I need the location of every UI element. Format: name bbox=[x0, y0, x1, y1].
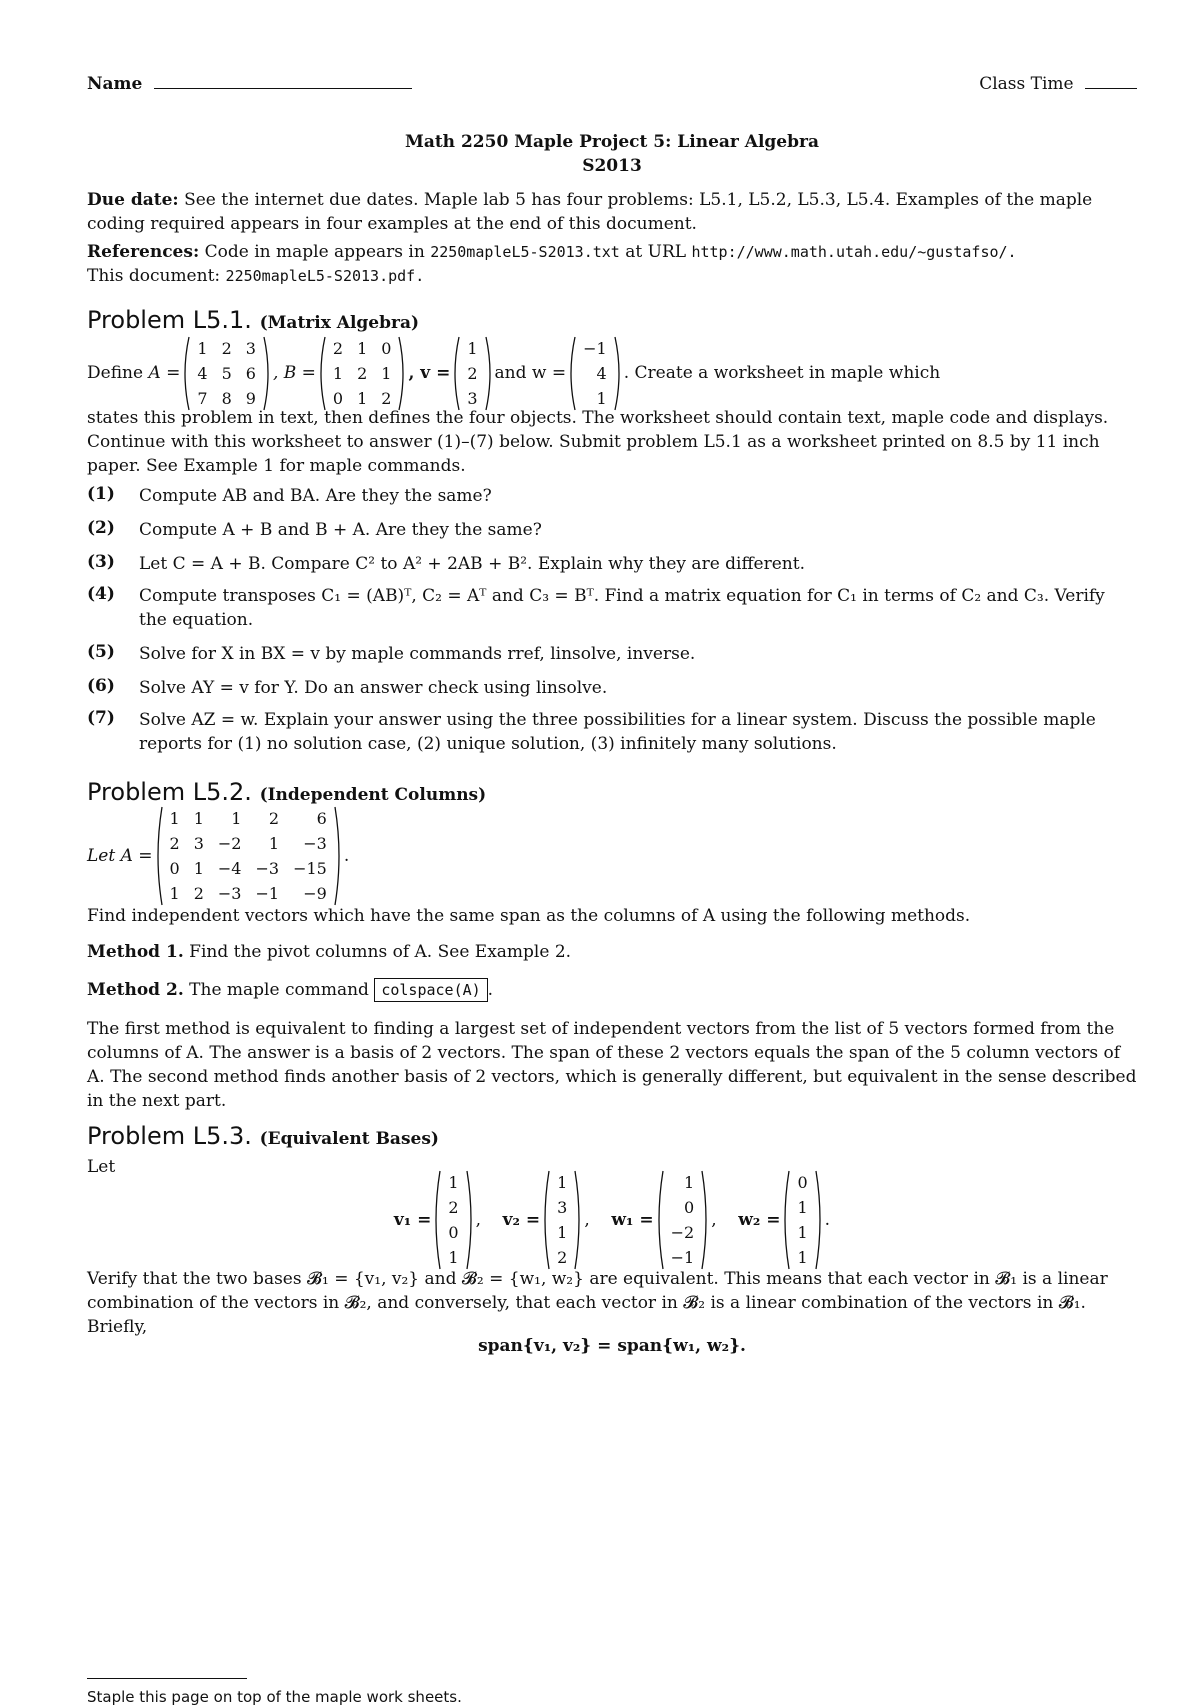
matrix-entry: 2 bbox=[193, 884, 204, 903]
name-field[interactable] bbox=[154, 72, 412, 89]
matrix-B bbox=[316, 336, 409, 411]
matrix-entry: −3 bbox=[255, 859, 280, 878]
footnote-rule bbox=[87, 1678, 247, 1679]
problem-l5-3-heading: Problem L5.3. (Equivalent Bases) bbox=[87, 1122, 439, 1150]
matrix-entry: −4 bbox=[217, 859, 242, 878]
problem-l5-2-heading: Problem L5.2. (Independent Columns) bbox=[87, 778, 487, 806]
header-line bbox=[87, 72, 1137, 96]
matrix-entry: 0 bbox=[381, 338, 392, 358]
problem-l5-1-definitions: Define A = 1 2 3 4 5 6 7 8 9 , B = 2 1 0 1 2 1 0 1 2 , v = 1 2 3 and w = −1 4 1 . Create a worksheet in maple which bbox=[87, 336, 1137, 410]
matrix-entry: −3 bbox=[217, 884, 242, 903]
method-1: Method 1. Find the pivot columns of A. See Example 2. bbox=[87, 942, 572, 962]
vector-entry: 2 bbox=[448, 1198, 459, 1217]
vector-entry: 1 bbox=[448, 1173, 459, 1192]
matrix-entry: −15 bbox=[293, 859, 327, 878]
problem-l5-3-vectors: v₁ = 1 2 0 1 , v₂ = 1 3 1 2 , w₁ = 1 0 −2 −1 , w₂ = 0 1 1 1 . bbox=[87, 1170, 1137, 1270]
matrix-entry: −2 bbox=[217, 834, 242, 853]
matrix-entry: 2 bbox=[332, 338, 344, 358]
matrix-entry: 3 bbox=[245, 338, 256, 358]
vector-entry: 0 bbox=[448, 1223, 459, 1242]
problem-l5-3-verify: Verify that the two bases 𝓑₁ = {v₁, v₂} and 𝓑₂ = {w₁, w₂} are equivalent. This means that each vector in 𝓑₁ is a linear combination of the vectors in 𝓑₂, and conversely, that each vector in 𝓑₂ is a linear combination of the vectors in 𝓑₁. Briefly, bbox=[87, 1269, 1108, 1337]
vector-entry: 1 bbox=[797, 1198, 808, 1217]
problem-l5-2-find: Find independent vectors which have the same span as the columns of A using the following methods. bbox=[87, 906, 971, 926]
matrix-entry: 8 bbox=[221, 388, 232, 408]
due-text: See the internet due dates. Maple lab 5 has four problems: L5.1, L5.2, L5.3, L5.4. Examples of the maple coding required appears in four examples at the end of this document. bbox=[87, 190, 1093, 234]
due-label: Due date: bbox=[87, 190, 179, 210]
vector-entry: 1 bbox=[448, 1248, 459, 1267]
class-time-label: Class Time bbox=[979, 74, 1074, 94]
matrix-entry: 2 bbox=[381, 388, 392, 408]
matrix-entry: 4 bbox=[197, 363, 208, 383]
vector-v2 bbox=[540, 1170, 584, 1270]
matrix-entry: −3 bbox=[303, 834, 327, 853]
class-time-field[interactable] bbox=[1085, 72, 1137, 89]
vector-entry: 1 bbox=[557, 1173, 568, 1192]
matrix-entry: 1 bbox=[169, 884, 180, 903]
problem-l5-1-heading: Problem L5.1. (Matrix Algebra) bbox=[87, 306, 420, 334]
vector-w bbox=[566, 336, 624, 411]
problem-l5-2-matrix-line: Let A = 1 1 1 2 6 2 3 −2 1 −3 0 1 −4 −3 −15 1 2 −3 −1 −9 . bbox=[87, 806, 1137, 906]
vector-entry: 2 bbox=[467, 363, 478, 383]
vector-w2 bbox=[780, 1170, 824, 1270]
vector-entry: 1 bbox=[557, 1223, 568, 1242]
vector-entry: 1 bbox=[684, 1173, 695, 1192]
problem-l5-2-paragraph: The first method is equivalent to finding a largest set of independent vectors from the list of 5 vectors formed from the columns of A. The answer is a basis of 2 vectors. The span of these 2 vectors equals the span of the 5 column vectors of A. The second method finds another basis of 2 vectors, which is generally different, but equivalent in the sense described in the next part. bbox=[87, 1019, 1137, 1111]
matrix-entry: 1 bbox=[193, 859, 204, 878]
vector-entry: 2 bbox=[557, 1248, 568, 1267]
vector-entry: 0 bbox=[684, 1198, 695, 1217]
matrix-entry: 6 bbox=[245, 363, 256, 383]
due-date-paragraph bbox=[87, 188, 1137, 236]
vector-entry: 1 bbox=[797, 1248, 808, 1267]
matrix-entry: −9 bbox=[303, 884, 327, 903]
reference-url[interactable]: http://www.math.utah.edu/~gustafso/. bbox=[691, 243, 1017, 261]
vector-entry: 1 bbox=[596, 388, 607, 408]
matrix-entry: 2 bbox=[357, 363, 368, 383]
matrix-entry: 1 bbox=[357, 388, 368, 408]
vector-entry: −2 bbox=[670, 1223, 695, 1242]
matrix-entry: 0 bbox=[332, 388, 344, 408]
matrix-entry: 2 bbox=[169, 834, 180, 853]
footnote: Staple this page on top of the maple work sheets. bbox=[87, 1688, 462, 1706]
problem-l5-1-paragraph: states this problem in text, then defines the four objects. The worksheet should contain text, maple code and displays. Continue with this worksheet to answer (1)–(7) below. Submit problem L5.1 as a worksheet printed on 8.5 by 11 inch paper. See Example 1 for maple commands. bbox=[87, 408, 1109, 476]
vector-entry: 0 bbox=[797, 1173, 808, 1192]
matrix-A bbox=[180, 336, 273, 411]
matrix-entry: 1 bbox=[268, 834, 280, 853]
matrix-entry: 7 bbox=[197, 388, 208, 408]
vector-entry: 3 bbox=[557, 1198, 568, 1217]
matrix-entry: 6 bbox=[316, 809, 327, 828]
matrix-entry: 3 bbox=[193, 834, 204, 853]
vector-entry: −1 bbox=[670, 1248, 695, 1267]
page-title: Math 2250 Maple Project 5: Linear Algebra S2013 bbox=[405, 132, 819, 176]
colspace-code-box: colspace(A) bbox=[374, 978, 487, 1002]
vector-entry: 1 bbox=[797, 1223, 808, 1242]
references-paragraph: References: Code in maple appears in 2250mapleL5-S2013.txt at URL http://www.math.utah.edu/~gustafso/. This document: 2250mapleL5-S2013.pdf. bbox=[87, 242, 1017, 286]
matrix-entry: 0 bbox=[169, 859, 180, 878]
matrix-entry: 9 bbox=[245, 388, 256, 408]
span-equation: span{v₁, v₂} = span{w₁, w₂}. bbox=[478, 1336, 746, 1356]
method-2: Method 2. The maple command colspace(A) . bbox=[87, 980, 494, 1000]
matrix-entry: 2 bbox=[268, 809, 280, 828]
vector-w1 bbox=[654, 1170, 712, 1270]
matrix-A-5col bbox=[153, 806, 344, 906]
matrix-entry: 1 bbox=[332, 363, 344, 383]
vector-v bbox=[450, 336, 494, 411]
vector-entry: 3 bbox=[467, 388, 478, 408]
matrix-entry: 1 bbox=[231, 809, 242, 828]
vector-entry: 4 bbox=[596, 363, 607, 383]
vector-entry: 1 bbox=[467, 338, 478, 358]
name-label: Name bbox=[87, 74, 143, 94]
matrix-entry: 2 bbox=[221, 338, 232, 358]
matrix-entry: 5 bbox=[221, 363, 232, 383]
problem-l5-3-let: Let bbox=[87, 1157, 116, 1177]
matrix-entry: 1 bbox=[197, 338, 208, 358]
matrix-entry: −1 bbox=[255, 884, 280, 903]
matrix-entry: 1 bbox=[357, 338, 368, 358]
document-page: Name Class Time Math 2250 Maple Project 5: Linear Algebra S2013 Due date: See the internet due dates. Maple lab 5 has four problems: L5.1, L5.2, L5.3, L5.4. Examples of the maple coding required appears in four examples at the end of this document. References: Code in maple appears in 2250mapleL5-S2013.txt at URL http://www.math.utah.edu/~gustafso/. This document: 2250mapleL5-S2013.pdf. Problem L5.1. (Matrix Algebra) Define A = 1 2 3 4 5 6 7 8 9 , B = 2 1 0 1 2 1 0 1 2 , v = 1 2 3 and w = −1 4 1 . Create a worksheet in maple which states this problem in text, then defines the four objects. The worksheet should contain text, maple code and displays. Continue with this worksheet to answer (1)–(7) below. Submit problem L5.1 as a worksheet printed on 8.5 by 11 inch paper. See Example 1 for maple commands. (1) Compute AB and BA. Are they the same? (2) Compute A + B and B + A. Are they the same? (3) Let C = A + B. Compare C² to A² + 2AB + B². Explain why they are different. (4) Compute transposes C₁ = (AB)ᵀ, C₂ = Aᵀ and C₃ = Bᵀ. Find a matrix equation for C₁ in terms of C₂ and C₃. Verify the equation. (5) Solve for X in BX = v by maple commands rref, linsolve, inverse. (6) Solve AY = v for Y. Do an answer check using linsolve. (7) Solve AZ = w. Explain your answer using the three possibilities for a linear system. Discuss the possible maple reports for (1) no solution case, (2) unique solution, (3) infinitely many solutions. Problem L5.2. (Independent Columns) Let A = 1 1 1 2 6 2 3 −2 1 −3 0 1 −4 −3 −15 1 2 −3 −1 −9 . Find independent vectors which have the same span as the columns of A using the following methods. Method 1. Find the pivot columns of A. See Example 2. Method 2. The maple command colspace(A) . The first method is equivalent to finding a largest set of independent vectors from the list of 5 vectors formed from the columns of A. The answer is a basis of 2 vectors. The span of these 2 vectors equals the span of the 5 column vectors of A. The second method finds another basis of 2 vectors, which is generally different, but equivalent in the sense described in the next part. Problem L5.3. (Equivalent Bases) Let v₁ = 1 2 0 1 , v₂ = 1 3 1 2 , w₁ = 1 0 −2 −1 , w₂ = 0 1 1 1 . Verify that the two bases 𝓑₁ = {v₁, v₂} and 𝓑₂ = {w₁, w₂} are equivalent. This means that each vector in 𝓑₁ is a linear combination of the vectors in 𝓑₂, and conversely, that each vector in 𝓑₂ is a linear combination of the vectors in 𝓑₁. Briefly, span{v₁, v₂} = span{w₁, w₂}. Staple this page on top of the maple work sheets. bbox=[87, 74, 1137, 1706]
matrix-entry: 1 bbox=[381, 363, 392, 383]
matrix-entry: 1 bbox=[193, 809, 204, 828]
vector-v1 bbox=[431, 1170, 475, 1270]
vector-entry: −1 bbox=[583, 338, 607, 358]
matrix-entry: 1 bbox=[169, 809, 180, 828]
